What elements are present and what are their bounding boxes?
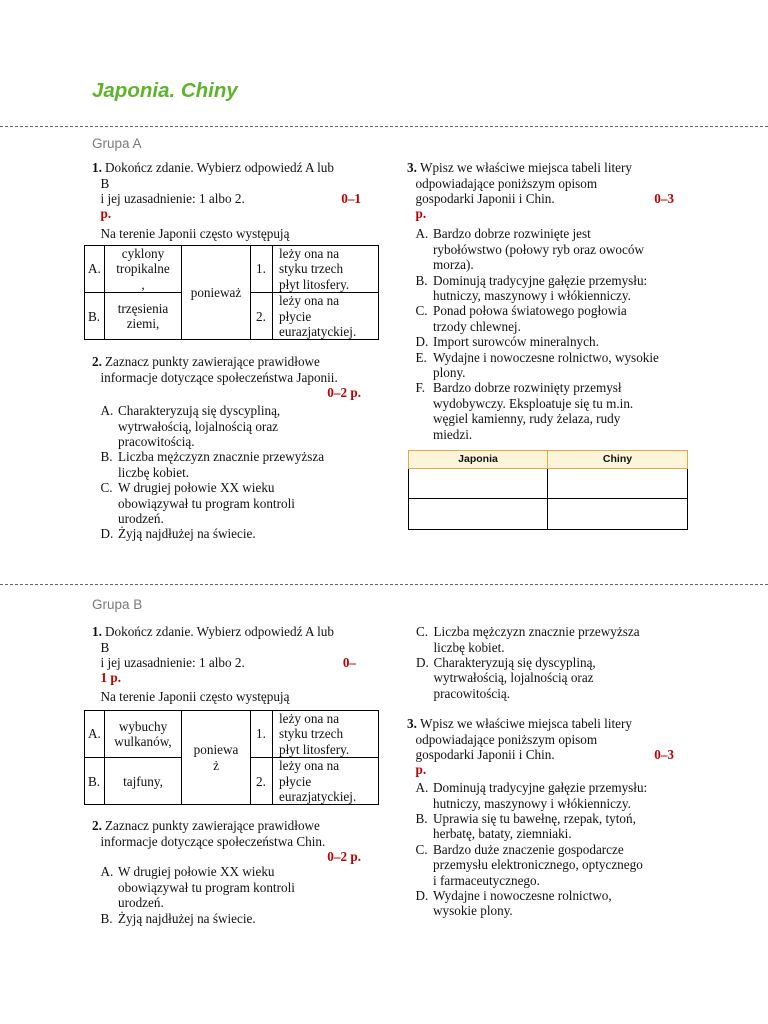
answer-text: Uprawia się tu bawełnę, rzepak, tytoń, (433, 811, 636, 827)
task-instruction-line: informacje dotyczące społeczeństwa Japonii. (100, 369, 338, 385)
answer-letter: C. (415, 841, 428, 857)
page-title: Japonia. Chiny (92, 79, 238, 102)
answer-first-line (416, 350, 675, 365)
points-label: 0–3 (654, 191, 674, 207)
china-answer-cell (548, 468, 688, 499)
answer-first-line (101, 911, 362, 926)
reason-text-line: eurazjatyckiej. (279, 324, 357, 340)
task-instruction-line (92, 191, 361, 206)
option-letter: A. (85, 245, 105, 292)
answer-first-line (101, 480, 362, 495)
reason-text (273, 245, 379, 292)
answer-letter: B. (415, 272, 428, 288)
answer-text-line: pracowitością. (433, 685, 511, 701)
answer-text-line: morza). (433, 257, 474, 273)
answer-text-line: rybołówstwo (połowy ryb oraz owoców (433, 241, 644, 257)
answer-first-line (416, 842, 675, 857)
points-label: p. (100, 206, 112, 222)
reason-text-line: styku trzech (279, 726, 344, 742)
answer-text: Bardzo duże znaczenie gospodarcze (433, 841, 624, 857)
answer-first-line (416, 624, 676, 639)
reason-text (273, 293, 379, 340)
group-b-task-2 (92, 818, 361, 926)
answer-first-line (101, 526, 362, 541)
connector-cell (182, 710, 251, 804)
answer-text: Liczba mężczyzn znacznie przewyższa (433, 624, 640, 640)
reason-number: 2. (251, 293, 273, 340)
answer-option-e (416, 350, 675, 381)
answer-text-line: węgiel kamienny, rudy żelaza, rudy (433, 411, 621, 427)
task-instruction-line: B (100, 639, 110, 655)
task-instruction-text: Wpisz we właściwe miejsca tabeli litery (420, 160, 633, 176)
option-text-line: wulkanów, (114, 734, 172, 750)
answer-text-line: herbatę, bataty, ziemniaki. (433, 826, 572, 842)
answer-text: Żyją najdłużej na świecie. (118, 526, 256, 542)
answer-list (407, 780, 674, 919)
column-header-japan: Japonia (409, 450, 548, 468)
answer-option-f (416, 380, 675, 442)
reason-text-line: leży ona na (279, 710, 340, 726)
answer-list (92, 864, 361, 926)
answer-letter: C. (100, 480, 113, 496)
answer-letter: A. (415, 226, 429, 242)
answer-option-d (101, 526, 362, 541)
option-text-line: ziemi, (126, 316, 160, 332)
reason-text (273, 758, 379, 805)
answer-option-d (416, 888, 675, 919)
answer-first-line (416, 273, 675, 288)
task-instruction-line (92, 818, 361, 833)
group-a-task-2 (92, 354, 361, 541)
answer-text: Żyją najdłużej na świecie. (118, 910, 256, 926)
task-instruction-text: i jej uzasadnienie: 1 albo 2. (100, 655, 245, 671)
points-label: 1 p. (100, 670, 122, 686)
answer-text: Dominują tradycyjne gałęzie przemysłu: (433, 780, 648, 796)
option-text-line: , (141, 276, 145, 292)
reason-text-line: leży ona na (279, 245, 340, 261)
answer-letter: D. (416, 655, 429, 671)
table-row (409, 499, 688, 530)
answer-text-line: pracowitością. (118, 434, 195, 450)
japan-china-answer-table (408, 450, 688, 530)
connector-text-line: poniewa (193, 742, 239, 758)
reason-number: 2. (251, 758, 273, 805)
answer-text: Wydajne i nowoczesne rolnictwo, (433, 887, 612, 903)
answer-text-line: hutniczy, maszynowy i włókienniczy. (433, 795, 631, 811)
group-b-label: Grupa B (92, 597, 143, 612)
answer-letter: A. (100, 864, 114, 880)
answer-letter: C. (416, 624, 429, 640)
group-a-task-1 (88, 160, 361, 340)
table-row (85, 710, 379, 757)
reason-text (273, 710, 379, 757)
table-row (409, 468, 688, 499)
group-b-divider (0, 584, 768, 585)
reason-text-line: płycie (279, 308, 312, 324)
task-instruction-line (407, 747, 674, 762)
option-text-line: wybuchy (118, 718, 168, 734)
points-label: 0–2 p. (327, 385, 361, 401)
option-text-line: tropikalne (116, 261, 170, 277)
reason-text-line: płyt litosfery. (279, 276, 350, 292)
answer-first-line (101, 403, 362, 418)
answer-choice-table (84, 245, 379, 340)
connector-text-line: ż (213, 757, 219, 773)
answer-text-line: miedzi. (433, 426, 473, 442)
task-instruction-text: gospodarki Japonii i Chin. (415, 191, 555, 207)
japan-answer-cell (409, 499, 548, 530)
answer-option-d (416, 334, 675, 349)
task-instruction-line: odpowiadające poniższym opisom (415, 175, 598, 191)
answer-text-line: plony. (433, 364, 466, 380)
reason-text-line: leży ona na (279, 293, 340, 309)
option-text (105, 293, 182, 340)
answer-first-line (416, 780, 675, 795)
answer-option-c (416, 624, 676, 655)
points-label: 0– (342, 655, 356, 671)
task-instruction-line: B (100, 175, 110, 191)
table-header-row (409, 450, 688, 468)
option-text-line: trzęsienia (117, 300, 169, 316)
reason-text-line: leży ona na (279, 758, 340, 774)
answer-option-d (416, 655, 676, 701)
answer-text: Wydajne i nowoczesne rolnictwo, wysokie (433, 349, 659, 365)
task-instruction-line (92, 160, 361, 175)
group-b-task-1 (88, 624, 357, 805)
answer-option-a (101, 864, 362, 910)
answer-letter: B. (100, 910, 113, 926)
china-answer-cell (548, 499, 688, 530)
points-label: p. (415, 762, 427, 778)
answer-letter: D. (100, 526, 114, 542)
task-instruction-line (407, 160, 674, 175)
answer-text-line: liczbę kobiet. (433, 639, 505, 655)
answer-first-line (416, 380, 675, 395)
reason-text-line: eurazjatyckiej. (279, 789, 357, 805)
points-label: 0–3 (654, 747, 674, 763)
answer-text: Import surowców mineralnych. (433, 334, 599, 350)
answer-first-line (416, 811, 675, 826)
option-text-line: cyklony (121, 245, 165, 261)
answer-option-a (416, 780, 675, 811)
answer-letter: F. (415, 380, 426, 396)
option-letter: B. (85, 758, 105, 805)
task-number: 1. (92, 624, 102, 640)
answer-letter: B. (100, 449, 113, 465)
answer-list (92, 403, 361, 542)
option-text (105, 758, 182, 805)
connector-cell (182, 245, 251, 339)
answer-list (407, 226, 674, 441)
task-instruction-line (92, 624, 356, 639)
answer-text-line: hutniczy, maszynowy i włókienniczy. (433, 288, 631, 304)
column-header-china: Chiny (548, 450, 688, 468)
answer-option-a (416, 226, 675, 272)
answer-text: Liczba mężczyzn znacznie przewyższa (118, 449, 325, 465)
points-label: 0–1 (341, 191, 361, 207)
option-letter: A. (85, 710, 105, 757)
answer-text-line: wysokie plony. (433, 903, 513, 919)
answer-first-line (101, 449, 362, 464)
task-instruction-text: Dokończ zdanie. Wybierz odpowiedź A lub (105, 624, 334, 640)
answer-option-a (101, 403, 362, 449)
answer-letter: D. (415, 887, 429, 903)
task-instruction-line (92, 354, 361, 369)
answer-option-b (416, 811, 675, 842)
task-instruction-text: Zaznacz punkty zawierające prawidłowe (105, 818, 320, 834)
answer-text-line: obowiązywał tu program kontroli (118, 495, 295, 511)
task-number: 1. (92, 160, 102, 176)
answer-option-c (101, 480, 362, 526)
task-number: 3. (407, 716, 417, 732)
option-text (105, 710, 182, 757)
group-b-task-2-answers-continued (416, 624, 676, 701)
answer-letter: D. (415, 334, 429, 350)
task-intro-sentence: Na terenie Japonii często występują (100, 689, 290, 705)
answer-first-line (416, 334, 675, 349)
answer-first-line (416, 226, 675, 241)
answer-text-line: urodzeń. (118, 511, 164, 526)
answer-letter: C. (415, 303, 428, 319)
reason-text-line: styku trzech (279, 261, 344, 277)
answer-first-line (416, 888, 675, 903)
points-label: p. (415, 206, 427, 222)
reason-number: 1. (251, 245, 273, 292)
task-instruction-text: Zaznacz punkty zawierające prawidłowe (105, 354, 320, 370)
answer-letter: A. (100, 403, 114, 419)
answer-first-line (416, 303, 675, 318)
task-instruction-text: Dokończ zdanie. Wybierz odpowiedź A lub (105, 160, 334, 176)
answer-option-b (101, 911, 362, 926)
option-text-line: tajfuny, (123, 773, 163, 789)
option-text (105, 245, 182, 292)
table-row (85, 245, 379, 292)
task-instruction-text: i jej uzasadnienie: 1 albo 2. (100, 191, 245, 207)
group-a-label: Grupa A (92, 136, 142, 151)
answer-text: W drugiej połowie XX wieku (118, 480, 275, 496)
reason-text-line: płycie (279, 773, 312, 789)
group-b-task-3 (407, 716, 674, 918)
reason-number: 1. (251, 710, 273, 757)
answer-letter: E. (415, 349, 427, 365)
japan-answer-cell (409, 468, 548, 499)
group-a-task-3 (407, 160, 674, 466)
answer-text: Ponad połowa światowego pogłowia (433, 303, 627, 319)
task-instruction-text: Wpisz we właściwe miejsca tabeli litery (420, 716, 633, 732)
answer-text-line: trzody chlewnej. (433, 318, 521, 334)
task-number: 2. (92, 818, 102, 834)
answer-text: Charakteryzują się dyscypliną, (433, 655, 596, 671)
answer-text: Bardzo dobrze rozwinięte jest (433, 226, 591, 242)
answer-option-c (416, 303, 675, 334)
task-number: 2. (92, 354, 102, 370)
answer-text-line: i farmaceutycznego. (433, 872, 540, 888)
task-instruction-line: odpowiadające poniższym opisom (415, 731, 598, 747)
answer-text-line: wytrwałością, lojalnością oraz (118, 418, 279, 434)
answer-text: Bardzo dobrze rozwinięty przemysł (433, 380, 622, 396)
answer-option-b (101, 449, 362, 480)
option-letter: B. (85, 293, 105, 340)
points-line (92, 849, 361, 864)
answer-letter: B. (415, 811, 428, 827)
answer-first-line (101, 864, 362, 879)
answer-first-line (416, 655, 676, 670)
reason-text-line: płyt litosfery. (279, 741, 350, 757)
task-instruction-text: gospodarki Japonii i Chin. (415, 747, 555, 763)
answer-text-line: wytrwałością, lojalnością oraz (433, 670, 594, 686)
answer-text: Charakteryzują się dyscypliną, (118, 403, 281, 419)
answer-text: W drugiej połowie XX wieku (118, 864, 275, 880)
points-line (92, 385, 361, 400)
answer-option-c (416, 842, 675, 888)
points-label: 0–2 p. (327, 849, 361, 865)
task-instruction-line (407, 716, 674, 731)
answer-letter: A. (415, 780, 429, 796)
task-number: 3. (407, 160, 417, 176)
answer-text-line: urodzeń. (118, 895, 164, 911)
answer-text-line: przemysłu elektronicznego, optycznego (433, 857, 643, 873)
answer-option-b (416, 273, 675, 304)
group-a-divider (0, 126, 768, 127)
answer-text-line: liczbę kobiet. (118, 464, 190, 480)
task-instruction-line: informacje dotyczące społeczeństwa Chin. (100, 833, 326, 849)
answer-text: Dominują tradycyjne gałęzie przemysłu: (433, 272, 648, 288)
answer-choice-table (84, 710, 379, 805)
task-instruction-line (92, 655, 356, 670)
answer-text-line: obowiązywał tu program kontroli (118, 879, 295, 895)
task-intro-sentence: Na terenie Japonii często występują (100, 226, 290, 242)
answer-text-line: wydobywczy. Eksploatuje się tu m.in. (433, 395, 634, 411)
task-instruction-line (407, 191, 674, 206)
connector-text-line: ponieważ (190, 285, 242, 300)
